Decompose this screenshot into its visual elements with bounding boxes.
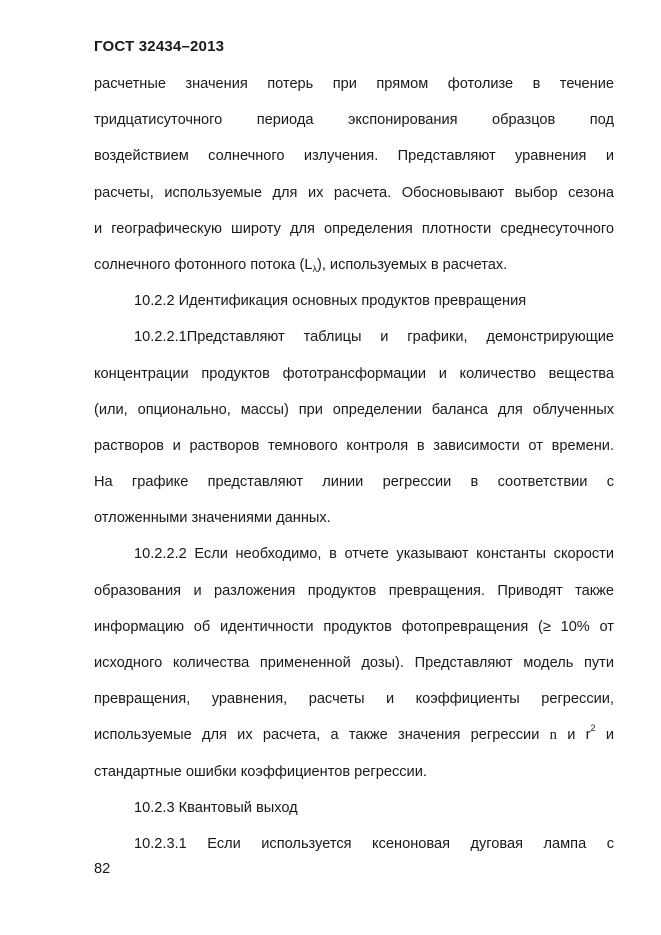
- page-number: 82: [94, 861, 111, 877]
- text-line: 10.2.2.2 Если необходимо, в отчете указывают константы скорости: [134, 546, 614, 563]
- text-line: стандартные ошибки коэффициентов регрессии.: [94, 763, 427, 780]
- text-line: 10.2.3.1 Если используется ксеноновая дуговая лампа с: [134, 835, 614, 852]
- section-heading: 10.2.3 Квантовый выход: [134, 799, 298, 816]
- text-line: исходного количества примененной дозы). Представляют модель пути: [94, 655, 614, 671]
- variable-r: r: [585, 727, 591, 744]
- lambda-subscript: λ: [312, 263, 317, 274]
- text-fragment: ), используемых в расчетах.: [316, 256, 508, 273]
- text-fragment: и: [567, 727, 576, 744]
- text-line: (или, опционально, массы) при определении баланса для облученных: [94, 401, 614, 418]
- text-line: воздействием солнечного излучения. Представляют уравнения и: [94, 148, 614, 165]
- text-line: На графике представляют линии регрессии в соответствии с: [94, 474, 614, 491]
- text-line: 10.2.2.1Представляют таблицы и графики, демонстрирующие: [134, 329, 614, 346]
- text-line: превращения, уравнения, расчеты и коэффициенты регрессии,: [94, 691, 614, 708]
- text-line: растворов и растворов темнового контроля в зависимости от времени.: [94, 437, 614, 454]
- variable-n: n: [549, 727, 557, 744]
- text-line: [94, 717, 614, 753]
- document-header: ГОСТ 32434–2013: [94, 38, 225, 55]
- text-line: расчеты, используемые для их расчета. Обосновывают выбор сезона: [94, 184, 614, 201]
- text-line: расчетные значения потерь при прямом фотолизе в течение: [94, 76, 614, 92]
- text-fragment: солнечного фотонного потока (L: [94, 256, 313, 273]
- text-line: тридцатисуточного периода экспонирования образцов под: [94, 112, 614, 129]
- text-line: и географическую широту для определения плотности среднесуточного: [94, 220, 614, 237]
- text-line: концентрации продуктов фототрансформации и количество вещества: [94, 365, 614, 382]
- body-text: [94, 66, 614, 862]
- section-heading: 10.2.2 Идентификация основных продуктов превращения: [134, 293, 527, 310]
- variable-r-squared: [585, 723, 596, 744]
- text-line: информацию об идентичности продуктов фотопревращения (≥ 10% от: [94, 618, 614, 635]
- text-fragment: и: [605, 727, 614, 744]
- text-fragment: используемые для их расчета, а также значения регрессии: [94, 727, 540, 744]
- text-line: образования и разложения продуктов превращения. Приводят также: [94, 582, 614, 599]
- text-line: [94, 247, 614, 283]
- text-line: отложенными значениями данных.: [94, 510, 331, 527]
- superscript-2: 2: [590, 723, 596, 734]
